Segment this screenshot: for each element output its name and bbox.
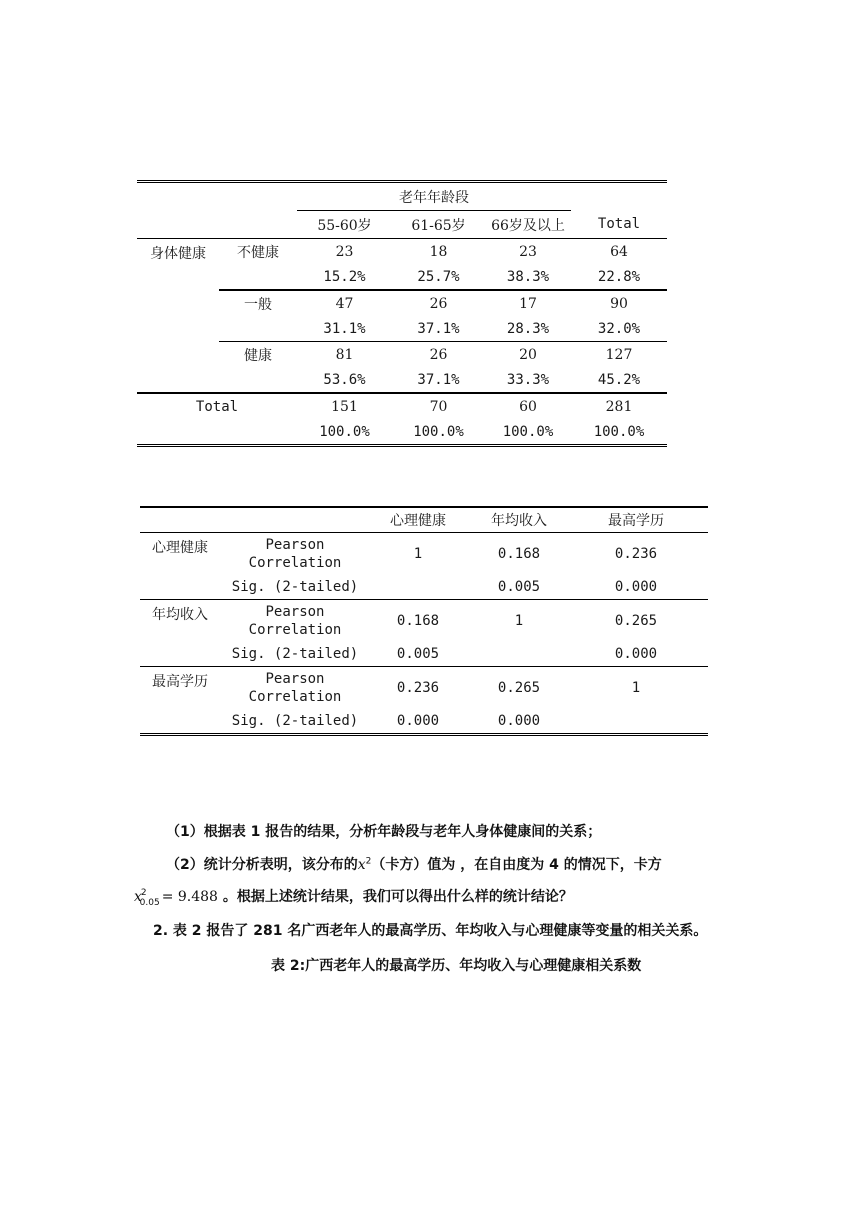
cell-pct: 100.0% xyxy=(485,419,571,446)
cell-sig: 0.000 xyxy=(564,642,708,667)
row-group-label: 身体健康 xyxy=(137,239,219,394)
cell-count: 26 xyxy=(429,295,448,312)
cell-sig xyxy=(362,575,474,600)
cell-r: 0.236 xyxy=(614,546,658,562)
cell-r: 0.265 xyxy=(614,613,658,629)
cell-count: 20 xyxy=(519,346,537,363)
cell-r: 0.168 xyxy=(396,613,440,629)
age-group-header: 老年年龄段 xyxy=(297,183,571,211)
col-header: 心理健康 xyxy=(362,507,474,533)
cell-count: 64 xyxy=(610,243,628,260)
sig-label: Sig. (2-tailed) xyxy=(228,709,362,735)
cell-sig: 0.005 xyxy=(362,642,474,667)
cell-count: 151 xyxy=(331,398,358,415)
cell-pct: 15.2% xyxy=(297,264,392,290)
cell-pct: 37.1% xyxy=(392,316,485,342)
table2-caption: 表 2:广西老年人的最高学历、年均收入与心理健康相关系数 xyxy=(271,958,642,974)
cell-sig: 0.000 xyxy=(362,709,474,735)
correlation-table xyxy=(140,506,708,736)
cell-count: 18 xyxy=(429,243,448,260)
cell-r: 1 xyxy=(413,546,423,562)
cell-pct: 33.3% xyxy=(485,367,571,393)
row-label: 一般 xyxy=(244,296,272,313)
cell-count: 81 xyxy=(335,346,354,363)
col-header: 66岁及以上 xyxy=(485,211,571,239)
cell-count: 17 xyxy=(519,295,537,312)
row-label: 年均收入 xyxy=(140,600,228,667)
cell-count: 23 xyxy=(335,243,354,260)
cell-pct: 100.0% xyxy=(392,419,485,446)
cell-sig xyxy=(474,642,564,667)
cell-count: 47 xyxy=(335,295,354,312)
col-header: 61-65岁 xyxy=(392,211,485,239)
cell-pct: 100.0% xyxy=(571,419,667,446)
cell-r: 1 xyxy=(631,680,641,696)
question-2-line1: （2）统计分析表明，该分布的$x^2$（卡方）值为 ，在自由度为 4 的情况下，卡方 xyxy=(166,856,662,873)
cell-sig: 0.000 xyxy=(564,575,708,600)
cell-pct: 22.8% xyxy=(571,264,667,290)
col-header: 年均收入 xyxy=(474,507,564,533)
cell-pct: 53.6% xyxy=(297,367,392,393)
cell-pct: 32.0% xyxy=(571,316,667,342)
cell-count: 281 xyxy=(605,398,633,415)
row-label: 健康 xyxy=(244,347,272,364)
col-header: Total xyxy=(571,211,667,239)
cell-pct: 28.3% xyxy=(485,316,571,342)
crosstab-table xyxy=(137,180,667,447)
cell-r: 1 xyxy=(514,613,524,629)
pearson-label: Pearson Correlation xyxy=(248,604,342,638)
cell-pct: 37.1% xyxy=(392,367,485,393)
row-label: 不健康 xyxy=(237,244,279,261)
cell-pct: 38.3% xyxy=(485,264,571,290)
pearson-label: Pearson Correlation xyxy=(248,671,342,705)
sig-label: Sig. (2-tailed) xyxy=(228,642,362,667)
cell-count: 60 xyxy=(519,398,537,415)
cell-count: 23 xyxy=(519,243,537,260)
cell-count: 127 xyxy=(605,346,633,363)
pearson-label: Pearson Correlation xyxy=(248,537,342,571)
col-header: 55-60岁 xyxy=(297,211,392,239)
question-1: （1）根据表 1 报告的结果，分析年龄段与老年人身体健康间的关系； xyxy=(166,824,602,840)
cell-count: 70 xyxy=(429,398,448,415)
cell-pct: 45.2% xyxy=(571,367,667,393)
cell-count: 90 xyxy=(610,295,628,312)
cell-sig: 0.000 xyxy=(474,709,564,735)
cell-count: 26 xyxy=(429,346,448,363)
cell-r: 0.265 xyxy=(497,680,541,696)
cell-sig xyxy=(564,709,708,735)
question-2-line2: $x^2_{0.05} = 9.488$ 。根据上述统计结果，我们可以得出什么样的统计结论？ xyxy=(134,888,573,908)
question-3: 2. 表 2 报告了 281 名广西老年人的最高学历、年均收入与心理健康等变量的相关关系。 xyxy=(153,923,708,939)
total-label: Total xyxy=(195,398,239,415)
cell-sig: 0.005 xyxy=(474,575,564,600)
row-label: 心理健康 xyxy=(140,533,228,600)
cell-r: 0.236 xyxy=(396,680,440,696)
cell-pct: 31.1% xyxy=(297,316,392,342)
col-header: 最高学历 xyxy=(564,507,708,533)
cell-r: 0.168 xyxy=(497,546,541,562)
row-label: 最高学历 xyxy=(140,667,228,735)
cell-pct: 100.0% xyxy=(297,419,392,446)
sig-label: Sig. (2-tailed) xyxy=(228,575,362,600)
cell-pct: 25.7% xyxy=(392,264,485,290)
